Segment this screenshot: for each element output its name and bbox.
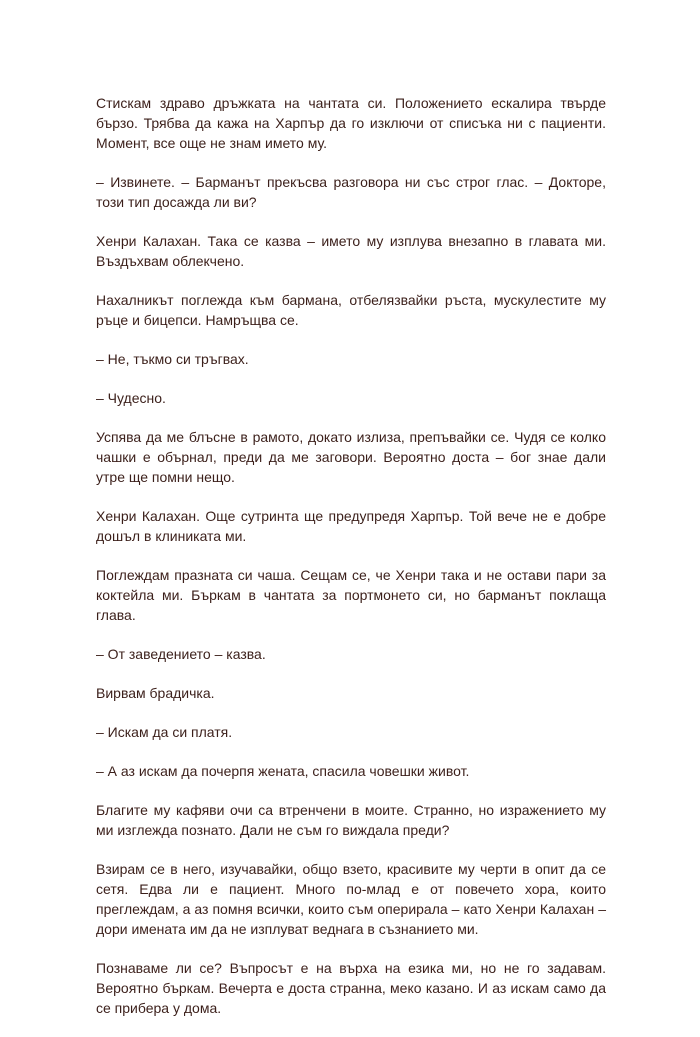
paragraph: Благите му кафяви очи са втренчени в моите. Странно, но изражението му ми изглежда познато. Дали не съм го виждала преди? [96, 802, 606, 838]
paragraph: Успява да ме блъсне в рамото, докато излиза, препъвайки се. Чудя се колко чашки е обърнал, преди да ме заговори. Вероятно доста – бог знае дали утре ще помни нещо. [96, 429, 606, 485]
paragraph: Хенри Калахан. Още сутринта ще предупредя Харпър. Той вече не е добре дошъл в клиниката ми. [96, 508, 606, 544]
paragraph: Взирам се в него, изучавайки, общо взето, красивите му черти в опит да се сетя. Едва ли е пациент. Много по-млад е от повечето хора, които преглеждам, а аз помня всички, които съм оперирала – като Хенри Калахан – дори имената им да не изплуват веднага в съзнанието ми. [96, 861, 606, 937]
paragraph: Нахалникът поглежда към бармана, отбелязвайки ръста, мускулестите му ръце и бицепси. Намръщва се. [96, 292, 606, 328]
paragraph: – Чудесно. [96, 390, 166, 406]
paragraph: Стискам здраво дръжката на чантата си. Положението ескалира твърде бързо. Трябва да кажа на Харпър да го изключи от списъка ни с пациенти. Момент, все още не знам името му. [96, 95, 606, 151]
paragraph: Познаваме ли се? Въпросът е на върха на езика ми, но не го задавам. Вероятно бъркам. Вечерта е доста странна, меко казано. И аз искам само да се прибера у дома. [96, 960, 606, 1016]
body-text [96, 93, 606, 1037]
paragraph: Хенри Калахан. Така се казва – името му изплува внезапно в главата ми. Въздъхвам облекчено. [96, 233, 606, 269]
paragraph: Вирвам брадичка. [96, 685, 215, 701]
paragraph: – Искам да си платя. [96, 724, 233, 740]
paragraph: – А аз искам да почерпя жената, спасила човешки живот. [96, 763, 470, 779]
paragraph: – Не, тъкмо си тръгвах. [96, 351, 249, 367]
paragraph: Поглеждам празната си чаша. Сещам се, че Хенри така и не остави пари за коктейла ми. Бъркам в чантата за портмонето си, но барманът поклаща глава. [96, 567, 606, 623]
paragraph: – Извинете. – Барманът прекъсва разговора ни със строг глас. – Докторе, този тип досажда ли ви? [96, 174, 606, 210]
paragraph: – От заведението – казва. [96, 646, 266, 662]
